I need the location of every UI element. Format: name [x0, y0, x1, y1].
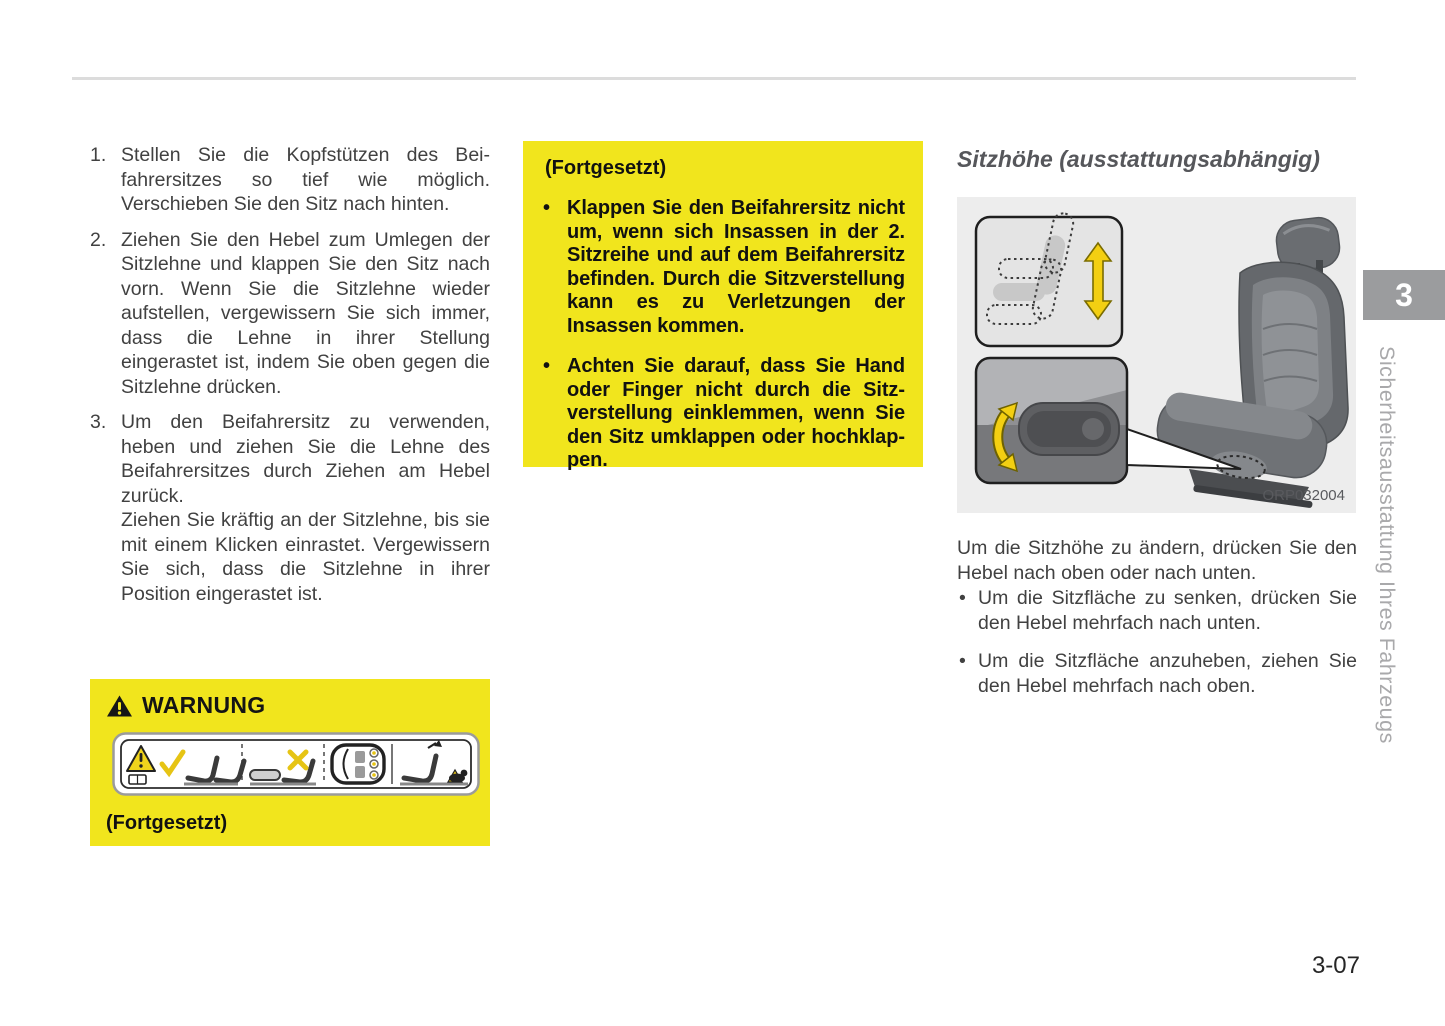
step-1-paragraph: Stellen Sie die Kopfstützen des Beifahrersitzes so tief wie möglich. Verschieben Sie den Sitz nach hinten.: [121, 144, 490, 215]
caution-bullet-2-text: Achten Sie darauf, dass Sie Hand oder Finger nicht durch die Sitzverstellung einklemmen, wenn Sie den Sitz umklappen oder hochklappen.: [567, 355, 905, 471]
section-heading: Sitzhöhe (ausstattungsabhängig): [957, 146, 1320, 172]
caution-bullet-1-text: Klappen Sie den Beifahrersitz nicht um, wenn sich Insassen in der 2. Sitzreihe und auf dem Beifahrersitz befinden. Durch die Sitzverstellung kann es zu Verletzungen der Insassen kommen.: [567, 197, 905, 337]
caution-bullet-list: [541, 197, 905, 473]
seat-height-bullet-1: [957, 586, 1357, 635]
header-rule: [72, 77, 1356, 80]
step-1-text: [121, 143, 490, 217]
warning-continued-label: (Fortgesetzt): [106, 812, 228, 834]
step-2: [90, 228, 490, 400]
step-1-number: 1.: [90, 144, 107, 166]
seat-height-bullet-2-text: Um die Sitzfläche anzuheben, ziehen Sie den Hebel mehrfach nach oben.: [978, 650, 1357, 697]
step-3-number: 3.: [90, 411, 107, 433]
seat-height-figure: [957, 197, 1356, 513]
step-2-number: 2.: [90, 228, 107, 251]
caution-box: [523, 141, 923, 471]
seat-height-instructions: [957, 536, 1357, 698]
seat-height-inset: [976, 212, 1122, 346]
step-3-paragraph-2: Ziehen Sie kräftig an der Sitzlehne, bis sie mit einem Klicken einrastet. Vergewissern Sie sich, dass die Sitzlehne in ihrer Position eingerastet ist.: [121, 509, 490, 605]
caution-continued-label: (Fortgesetzt): [545, 157, 667, 179]
chapter-tab: 3: [1363, 270, 1445, 320]
seat-height-intro: Um die Sitzhöhe zu ändern, drücken Sie den Hebel nach oben oder nach unten.: [957, 537, 1357, 584]
seat-height-illustration: [957, 197, 1356, 513]
bullet-marker: •: [543, 355, 551, 377]
step-1: [90, 143, 490, 217]
bullet-marker: •: [543, 197, 551, 219]
bullet-marker: •: [959, 587, 966, 609]
bullet-marker: •: [959, 650, 966, 672]
seat-lever-inset: [976, 358, 1127, 485]
step-2-text: [121, 228, 490, 400]
pictogram-strip: [112, 732, 474, 801]
page-number: 3-07: [1311, 952, 1360, 979]
step-3: [90, 410, 490, 606]
seat-height-bullet-1-text: Um die Sitzfläche zu senken, drücken Sie den Hebel mehrfach nach unten.: [978, 587, 1357, 634]
caution-bullet-2: [541, 355, 905, 473]
step-3-text: [121, 410, 490, 606]
seat-warning-pictograms: [112, 732, 480, 796]
warning-title: WARNUNG: [142, 692, 266, 718]
seat-height-bullet-2: [957, 649, 1357, 698]
chapter-vertical-title: Sicherheitsausstattung Ihres Fahrzeugs: [1375, 346, 1399, 744]
steps-list: [90, 143, 490, 617]
warning-header: [106, 692, 474, 719]
warning-box: [90, 679, 490, 846]
warning-triangle-icon: [106, 694, 133, 718]
step-3-paragraph-1: Um den Beifahrersitz zu verwenden, heben und ziehen Sie die Lehne des Beifahrersitzes durch Ziehen am Hebel zurück.: [121, 411, 490, 507]
figure-code: ORP032004: [1262, 487, 1345, 504]
caution-bullet-1: [541, 197, 905, 338]
step-2-paragraph: Ziehen Sie den Hebel zum Umlegen der Sitzlehne und klappen Sie den Sitz nach vorn. Wenn Sie die Sitzlehne wieder aufstellen, vergewissern Sie sich immer, dass die Lehne in ihrer Stellung eingerastet ist, indem Sie oben gegen die Sitzlehne drücken.: [121, 228, 490, 398]
